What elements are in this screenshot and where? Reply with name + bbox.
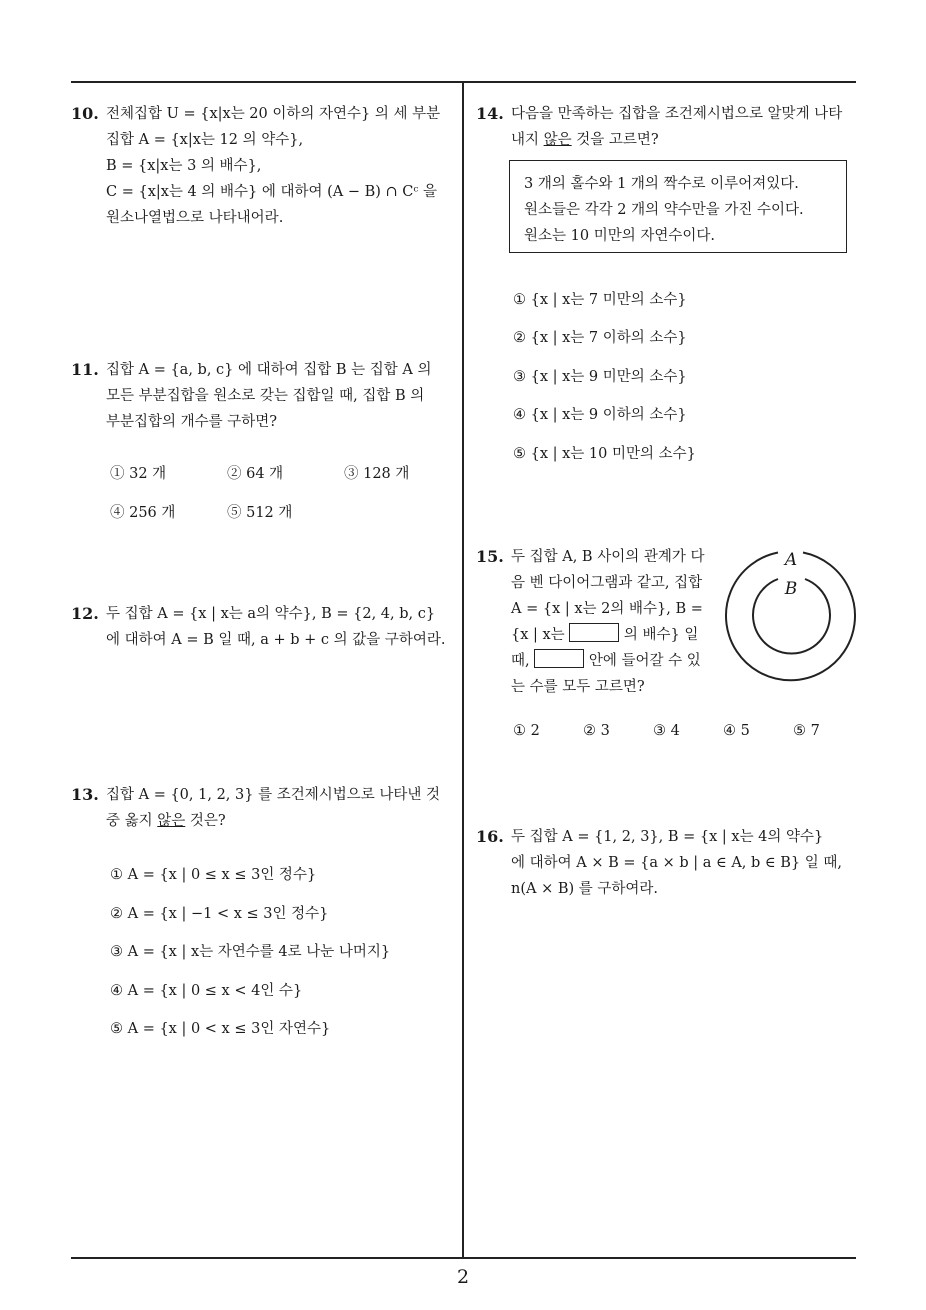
answer-blank-box <box>534 649 584 668</box>
problem-13 <box>71 782 461 834</box>
problem-text: 에 대하여 A = B 일 때, a + b + c 의 값을 구하여라. <box>106 632 446 648</box>
problem-number: 14. <box>476 104 504 123</box>
problem-text: 모든 부분집합을 원소로 갖는 집합일 때, 집합 B 의 <box>106 388 425 404</box>
set-b-label: B <box>784 579 798 599</box>
problem-11 <box>71 357 461 435</box>
problem-text: 두 집합 A = {1, 2, 3}, B = {x | x는 4의 약수} <box>511 829 824 845</box>
problem-text: 부분집합의 개수를 구하면? <box>106 414 278 430</box>
problem-number: 12. <box>71 604 99 623</box>
problem-text: 두 집합 A = {x | x는 a의 약수}, B = {2, 4, b, c} <box>106 606 436 622</box>
answer-option[interactable]: ② A = {x | −1 < x ≤ 3인 정수} <box>110 906 329 922</box>
problem-text: n(A × B) 를 구하여라. <box>511 881 659 897</box>
problem-number: 15. <box>476 547 504 566</box>
text-fragment: 것은? <box>185 813 226 829</box>
problem-number: 16. <box>476 827 504 846</box>
venn-diagram <box>722 548 860 686</box>
problem-text <box>511 622 716 648</box>
answer-option[interactable]: ④ 5 <box>723 723 750 739</box>
answer-option[interactable]: ④ A = {x | 0 ≤ x < 4인 수} <box>110 983 303 999</box>
problem-text: B = {x|x는 3 의 배수}, <box>106 158 262 174</box>
problem-number: 10. <box>71 104 99 123</box>
problem-text: 다음을 만족하는 집합을 조건제시법으로 알맞게 나타 <box>511 106 843 122</box>
problem-text <box>511 648 716 674</box>
problem-12 <box>71 601 461 653</box>
answer-option[interactable]: ③ {x | x는 9 미만의 소수} <box>513 369 687 385</box>
problem-text: 원소나열법으로 나타내어라. <box>106 210 284 226</box>
problem-number: 11. <box>71 360 99 379</box>
condition-line: 원소는 10 미만의 자연수이다. <box>524 228 715 244</box>
text-fragment: 의 배수} 일 <box>623 627 699 643</box>
answer-option[interactable]: ① A = {x | 0 ≤ x ≤ 3인 정수} <box>110 867 317 883</box>
text-fragment: 것을 고르면? <box>571 132 659 148</box>
problem-text: C = {x|x는 4 의 배수} 에 대하여 (A − B) ∩ Cᶜ 을 <box>106 184 437 200</box>
problem-text: 집합 A = {0, 1, 2, 3} 를 조건제시법으로 나타낸 것 <box>106 787 440 803</box>
answer-option[interactable]: ③ A = {x | x는 자연수를 4로 나눈 나머지} <box>110 944 391 960</box>
answer-option[interactable]: ② {x | x는 7 이하의 소수} <box>513 330 687 346</box>
problem-text: A = {x | x는 2의 배수}, B = <box>511 601 703 617</box>
condition-box <box>509 160 847 253</box>
set-a-circle <box>726 553 855 681</box>
problem-16 <box>476 824 861 902</box>
answer-option[interactable]: ② 3 <box>583 723 610 739</box>
problem-15 <box>476 544 716 700</box>
problem-text: 에 대하여 A × B = {a × b | a ∈ A, b ∈ B} 일 때, <box>511 855 842 871</box>
text-fragment: 안에 들어갈 수 있 <box>588 653 701 669</box>
set-a-label: A <box>784 550 798 570</box>
problem-text: 집합 A = {a, b, c} 에 대하여 집합 B 는 집합 A 의 <box>106 362 432 378</box>
text-fragment: 때, <box>511 653 530 669</box>
page-number: 2 <box>456 1266 470 1288</box>
answer-option[interactable]: ② 64 개 <box>227 466 284 482</box>
text-fragment: 중 옳지 <box>106 813 158 829</box>
answer-option[interactable]: ⑤ A = {x | 0 < x ≤ 3인 자연수} <box>110 1021 331 1037</box>
problem-text <box>106 808 461 834</box>
underlined-word: 않은 <box>157 813 186 829</box>
condition-line: 3 개의 홀수와 1 개의 짝수로 이루어져있다. <box>524 176 799 192</box>
answer-option[interactable]: ① 32 개 <box>110 466 167 482</box>
bottom-rule <box>71 1257 856 1259</box>
problem-number: 13. <box>71 785 99 804</box>
answer-option[interactable]: ⑤ {x | x는 10 미만의 소수} <box>513 446 696 462</box>
answer-option[interactable]: ④ {x | x는 9 이하의 소수} <box>513 407 687 423</box>
problem-text: 는 수를 모두 고르면? <box>511 679 645 695</box>
answer-blank-box <box>569 623 619 642</box>
answer-option[interactable]: ④ 256 개 <box>110 505 176 521</box>
problem-14 <box>476 101 861 153</box>
answer-option[interactable]: ① 2 <box>513 723 540 739</box>
problem-text: 두 집합 A, B 사이의 관계가 다 <box>511 549 705 565</box>
problem-text: 음 벤 다이어그램과 같고, 집합 <box>511 575 703 591</box>
condition-line: 원소들은 각각 2 개의 약수만을 가진 수이다. <box>524 202 804 218</box>
problem-text <box>511 127 861 153</box>
problem-text: 전체집합 U = {x|x는 20 이하의 자연수} 의 세 부분 <box>106 106 441 122</box>
problem-text: 집합 A = {x|x는 12 의 약수}, <box>106 132 304 148</box>
answer-option[interactable]: ③ 128 개 <box>344 466 410 482</box>
column-divider <box>462 82 464 1258</box>
answer-option[interactable]: ⑤ 512 개 <box>227 505 293 521</box>
problem-10 <box>71 101 461 231</box>
text-fragment: 내지 <box>511 132 544 148</box>
answer-option[interactable]: ① {x | x는 7 미만의 소수} <box>513 292 687 308</box>
underlined-word: 않은 <box>543 132 572 148</box>
answer-option[interactable]: ⑤ 7 <box>793 723 820 739</box>
text-fragment: {x | x는 <box>511 627 565 643</box>
answer-option[interactable]: ③ 4 <box>653 723 680 739</box>
